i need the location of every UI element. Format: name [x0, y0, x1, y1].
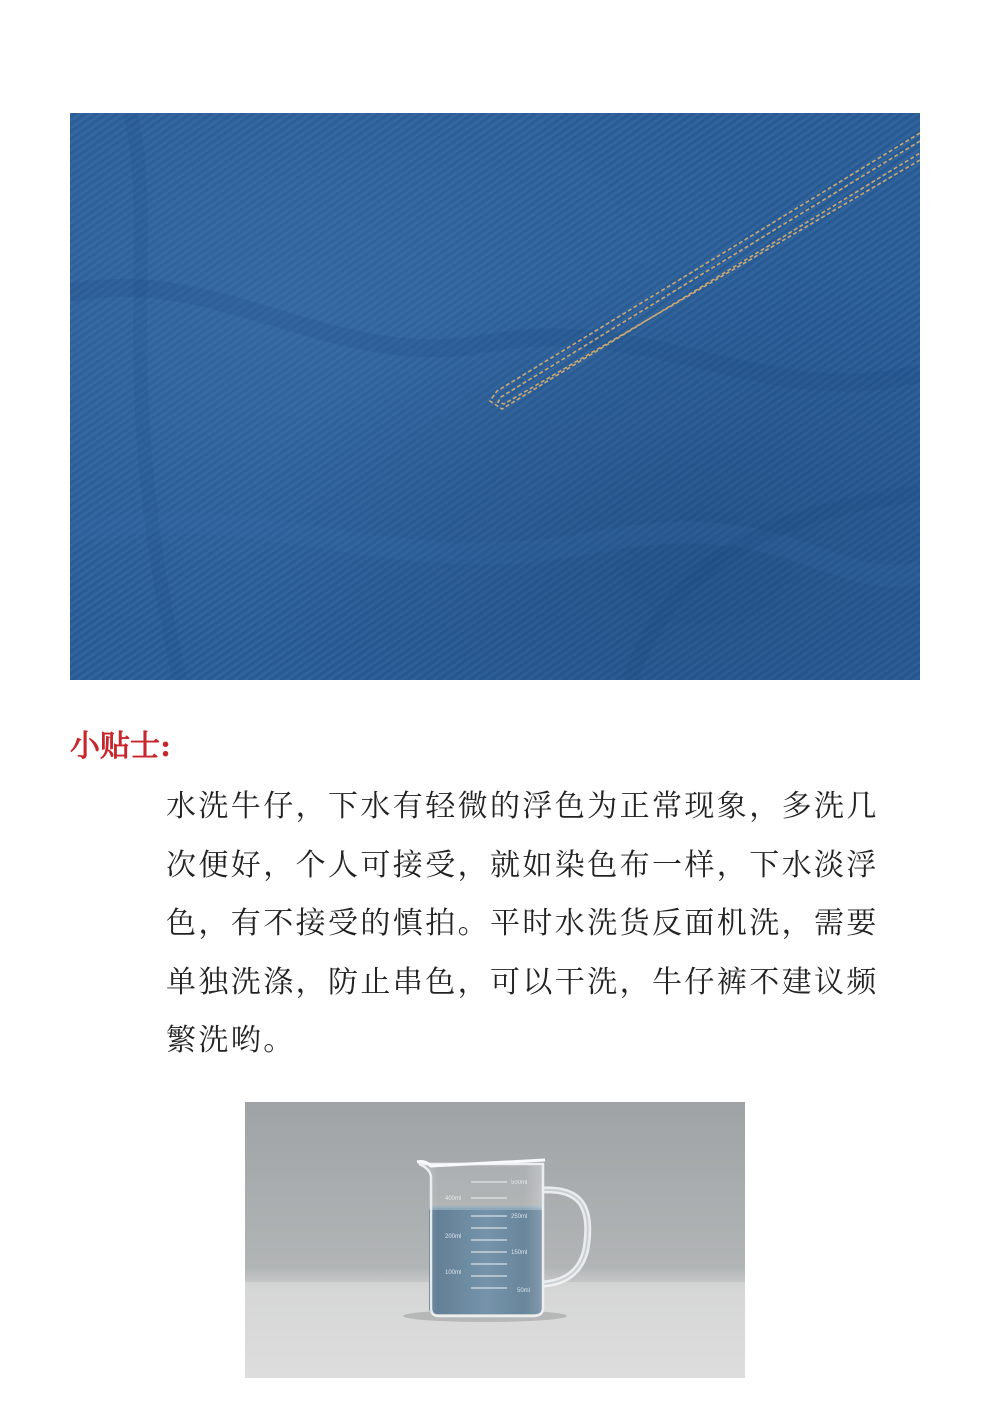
- tips-line: 单独洗涤，防止串色，可以干洗，牛仔裤不建议频: [166, 964, 879, 1000]
- graduation-label: 150ml: [511, 1250, 528, 1256]
- tips-line: 繁洗哟。: [166, 1023, 296, 1058]
- graduation-label: 100ml: [445, 1270, 462, 1276]
- measuring-cup-photo: [245, 1102, 745, 1378]
- tips-line: 水洗牛仔，下水有轻微的浮色为正常现象，多洗几: [166, 789, 879, 824]
- tips-heading: 小贴士:: [70, 729, 172, 764]
- graduation-label: 50ml: [517, 1288, 531, 1294]
- denim-fabric-photo: [70, 113, 920, 680]
- graduation-label: 400ml: [445, 1196, 462, 1202]
- graduation-label: 250ml: [511, 1214, 528, 1220]
- tips-paragraph: [166, 778, 912, 1071]
- tips-line: 色，有不接受的慎拍。平时水洗货反面机洗，需要: [166, 906, 879, 941]
- tips-line: 次便好，个人可接受，就如染色布一样，下水淡浮: [166, 847, 879, 883]
- graduation-label: 500ml: [511, 1180, 528, 1186]
- graduation-label: 200ml: [445, 1234, 462, 1240]
